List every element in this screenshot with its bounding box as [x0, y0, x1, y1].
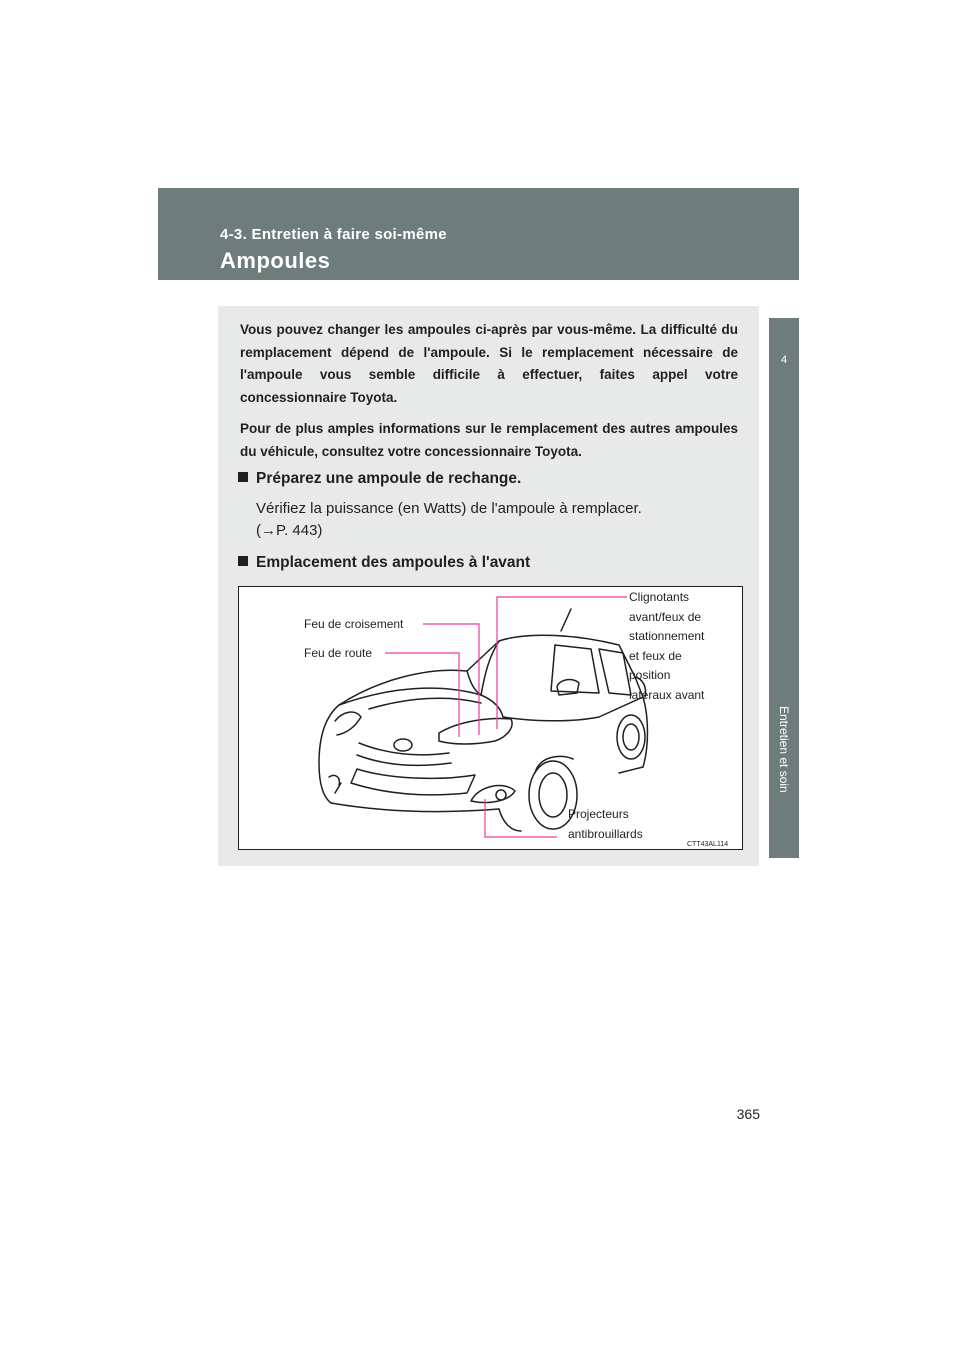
callout-fog-line: Projecteurs [568, 807, 629, 821]
content-box [218, 306, 759, 866]
callout-low-beam: Feu de croisement [304, 617, 404, 631]
intro-paragraph: Vous pouvez changer les ampoules ci-après par vous-même. La difficulté du remplacement dépend de l'ampoule. Si le remplacement nécessaire de l'ampoule vous semble difficile à effectuer, faites appel votre concessionnaire Toyota. [240, 322, 738, 405]
prepare-instruction: Vérifiez la puissance (en Watts) de l'ampoule à remplacer. [256, 500, 642, 517]
prepare-body [256, 498, 642, 542]
location-heading-text: Emplacement des ampoules à l'avant [256, 554, 531, 571]
callout-turn-line: Clignotants [629, 590, 690, 604]
chapter-number: 4 [780, 354, 788, 366]
prepare-heading [238, 470, 521, 488]
intro-paragraph-2: Pour de plus amples informations sur le remplacement des autres ampoules du véhicule, consultez votre concessionnaire Toyota. [240, 421, 738, 459]
callout-fog-line: antibrouillards [568, 826, 643, 841]
page-title: Ampoules [220, 248, 331, 273]
callout-turn-line: et feux de [629, 648, 682, 663]
figure-code: CTT43AL114 [687, 841, 729, 848]
chapter-side-tab[interactable] [769, 318, 799, 858]
chapter-header [158, 188, 799, 280]
location-heading [238, 554, 530, 572]
callout-fog-lights [568, 805, 643, 844]
callout-turn-signals [629, 588, 704, 705]
callout-turn-line: latéraux avant [629, 687, 705, 702]
callout-turn-line: stationnement [629, 629, 705, 643]
callout-high-beam: Feu de route [304, 646, 373, 660]
page-number: 365 [736, 1106, 760, 1122]
section-label: 4-3. Entretien à faire soi-même [220, 226, 447, 243]
car-outline [319, 609, 648, 831]
page-reference-link[interactable]: (→P. 443) [256, 522, 323, 539]
chapter-label: Entretien et soin [777, 706, 791, 793]
callout-turn-line: position [629, 668, 671, 682]
square-bullet-icon [238, 556, 248, 566]
callout-turn-line: avant/feux de [629, 609, 702, 624]
square-bullet-icon [238, 472, 248, 482]
front-bulbs-figure [238, 586, 743, 850]
prepare-heading-text: Préparez une ampoule de rechange. [256, 470, 522, 487]
